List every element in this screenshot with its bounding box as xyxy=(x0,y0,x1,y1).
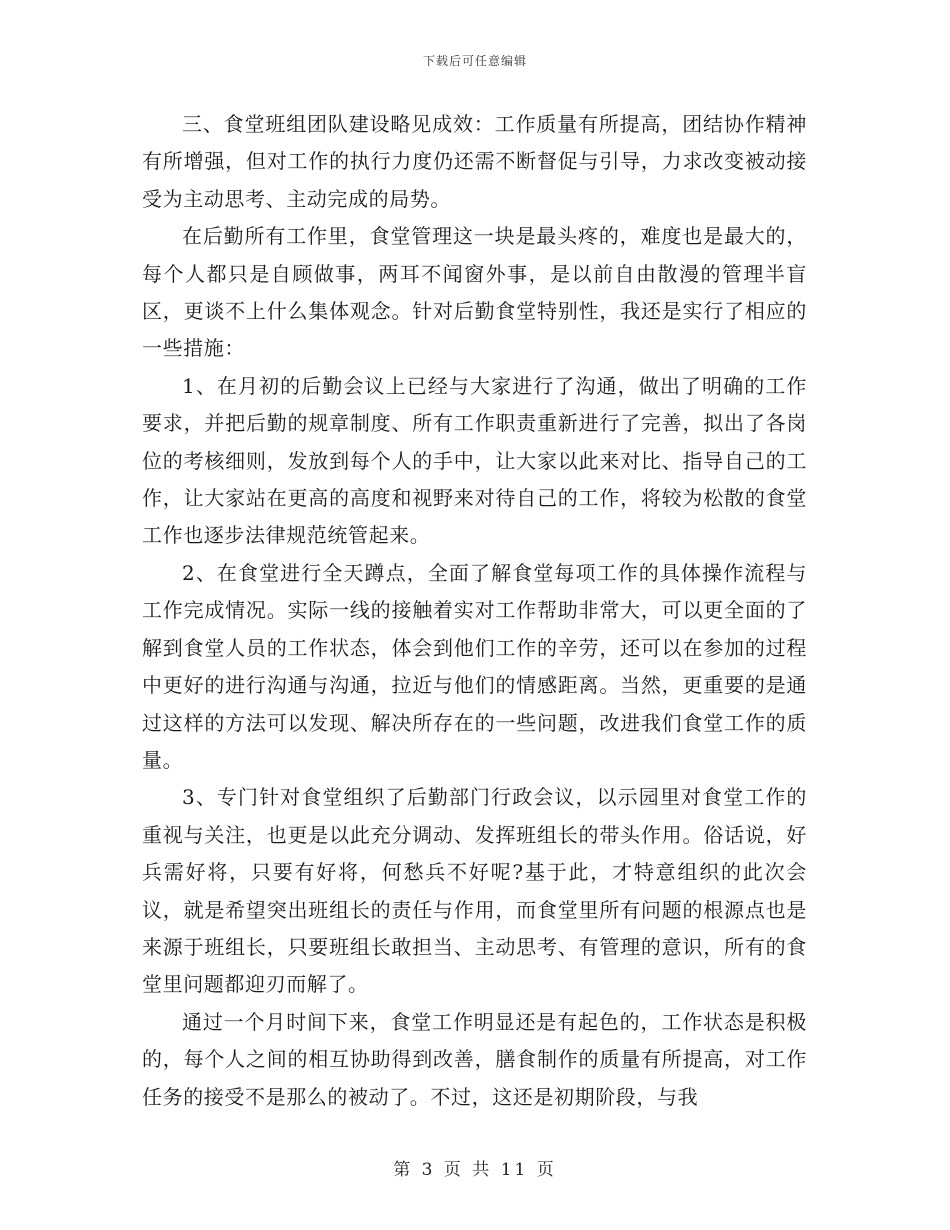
paragraph-measure-two: 2、在食堂进行全天蹲点，全面了解食堂每项工作的具体操作流程与工作完成情况。实际一线的接触着实对工作帮助非常大，可以更全面的了解到食堂人员的工作状态，体会到他们工作的辛劳，还可以在参加的过程中更好的进行沟通与沟通，拉近与他们的情感距离。当然，更重要的是通过这样的方法可以发现、解决所存在的一些问题，改进我们食堂工作的质量。 xyxy=(142,560,807,772)
document-body xyxy=(142,106,807,1116)
page-footer: 第 3 页 共 11 页 xyxy=(393,1160,557,1180)
page-header: 下载后可任意编辑 xyxy=(422,54,527,68)
paragraph-measure-one: 1、在月初的后勤会议上已经与大家进行了沟通，做出了明确的工作要求，并把后勤的规章制度、所有工作职责重新进行了完善，拟出了各岗位的考核细则，发放到每个人的手中，让大家以此来对比、指导自己的工作，让大家站在更高的高度和视野来对待自己的工作，将较为松散的食堂工作也逐步法律规范统管起来。 xyxy=(142,373,807,548)
paragraph-measure-three: 3、专门针对食堂组织了后勤部门行政会议，以示园里对食堂工作的重视与关注，也更是以此充分调动、发挥班组长的带头作用。俗话说，好兵需好将，只要有好将，何愁兵不好呢?基于此，才特意组织的此次会议，就是希望突出班组长的责任与作用，而食堂里所有问题的根源点也是来源于班组长，只要班组长敢担当、主动思考、有管理的意识，所有的食堂里问题都迎刃而解了。 xyxy=(142,785,807,997)
paragraph-canteen-management: 在后勤所有工作里，食堂管理这一块是最头疼的，难度也是最大的，每个人都只是自顾做事，两耳不闻窗外事，是以前自由散漫的管理半盲区，更谈不上什么集体观念。针对后勤食堂特别性，我还是实行了相应的一些措施： xyxy=(142,224,807,361)
paragraph-section-three: 三、食堂班组团队建设略见成效：工作质量有所提高，团结协作精神有所增强，但对工作的执行力度仍还需不断督促与引导，力求改变被动接受为主动思考、主动完成的局势。 xyxy=(142,112,807,211)
paragraph-summary: 通过一个月时间下来，食堂工作明显还是有起色的，工作状态是积极的，每个人之间的相互协助得到改善，膳食制作的质量有所提高，对工作任务的接受不是那么的被动了。不过，这还是初期阶段，与我 xyxy=(142,1009,807,1109)
